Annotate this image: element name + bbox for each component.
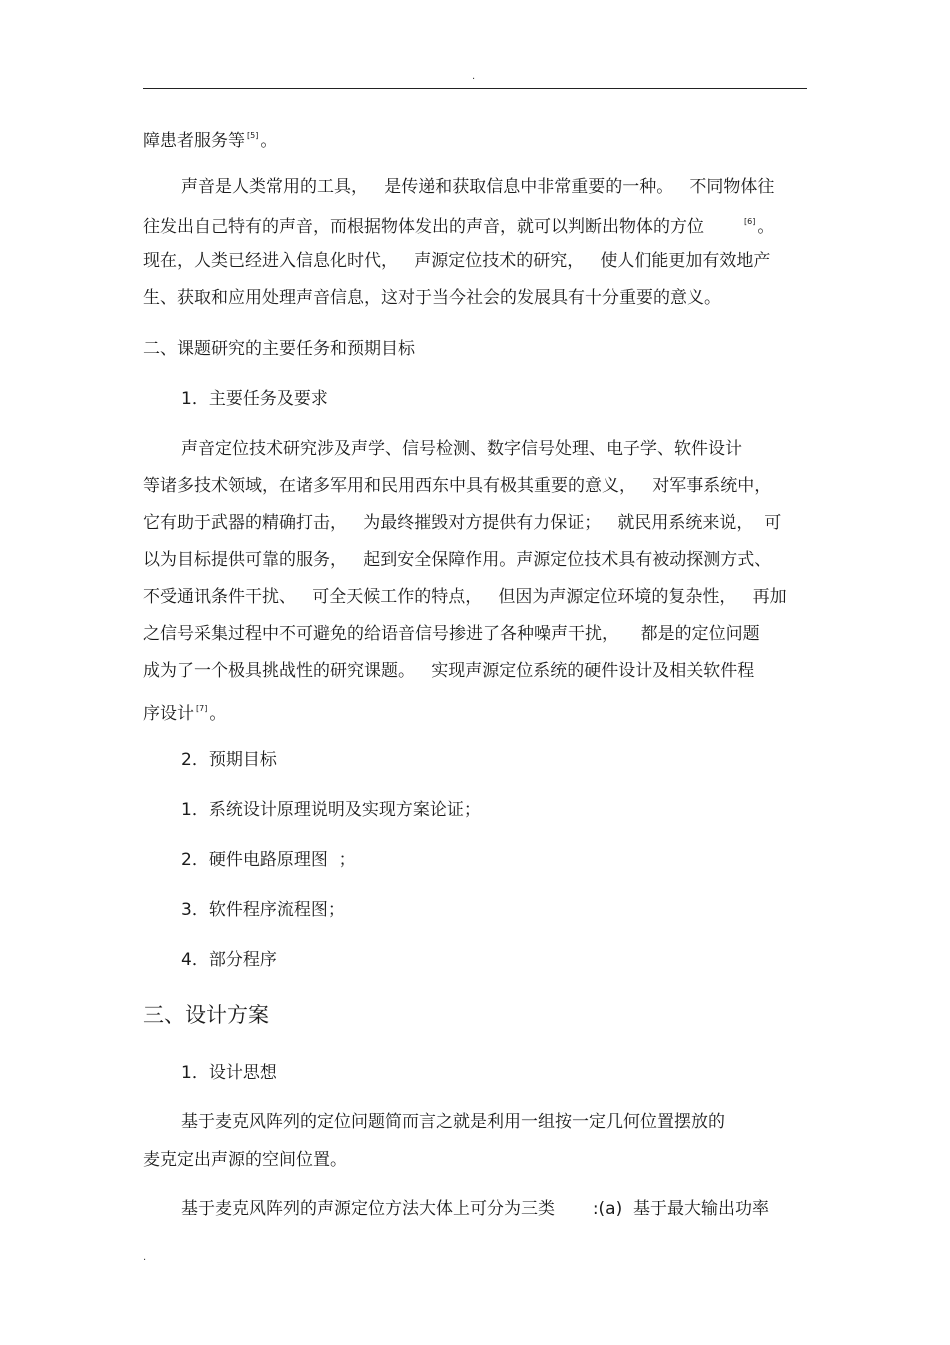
list-item: 1．系统设计原理说明及实现方案论证； bbox=[181, 800, 481, 820]
header-mark: . bbox=[472, 71, 476, 82]
paragraph-line: 现在，人类已经进入信息化时代， 声源定位技术的研究， 使人们能更加有效地产 bbox=[143, 251, 771, 271]
citation: [7] bbox=[196, 704, 208, 713]
paragraph-line: 声音定位技术研究涉及声学、信号检测、数字信号处理、电子学、软件设计 bbox=[181, 439, 742, 459]
list-item: 4．部分程序 bbox=[181, 950, 277, 970]
header-rule bbox=[143, 88, 807, 89]
section-heading: 二、课题研究的主要任务和预期目标 bbox=[143, 339, 415, 359]
citation: [6] bbox=[744, 217, 756, 226]
paragraph-line: 等诸多技术领域，在诸多军用和民用西东中具有极其重要的意义， 对军事系统中， bbox=[143, 476, 772, 496]
paragraph-line: 以为目标提供可靠的服务， 起到安全保障作用。声源定位技术具有被动探测方式、 bbox=[143, 550, 772, 570]
section-heading: 三、设计方案 bbox=[143, 1003, 269, 1027]
paragraph-line: 之信号采集过程中不可避免的给语音信号掺进了各种噪声干扰， 都是的定位问题 bbox=[143, 624, 760, 644]
paragraph-line: 麦克定出声源的空间位置。 bbox=[143, 1150, 347, 1170]
subsection-heading: 2．预期目标 bbox=[181, 750, 277, 770]
paragraph-line: 它有助于武器的精确打击， 为最终摧毁对方提供有力保证； 就民用系统来说， 可 bbox=[143, 513, 782, 533]
list-item: 3．软件程序流程图； bbox=[181, 900, 345, 920]
paragraph-line: 基于麦克风阵列的声源定位方法大体上可分为三类 :(a) 基于最大输出功率 bbox=[181, 1199, 770, 1219]
subsection-heading: 1．主要任务及要求 bbox=[181, 389, 328, 409]
paragraph-line: 往发出自己特有的声音，而根据物体发出的声音，就可以判断出物体的方位 [6] 。 bbox=[143, 217, 775, 237]
paragraph-line: 成为了一个极具挑战性的研究课题。 实现声源定位系统的硬件设计及相关软件程 bbox=[143, 661, 755, 681]
paragraph-line: 障患者服务等 [5] 。 bbox=[143, 131, 278, 151]
paragraph-line: 声音是人类常用的工具， 是传递和获取信息中非常重要的一种。 不同物体往 bbox=[181, 177, 775, 197]
list-item: 2．硬件电路原理图 ； bbox=[181, 850, 356, 870]
paragraph-line: 不受通讯条件干扰、 可全天候工作的特点， 但因为声源定位环境的复杂性， 再加 bbox=[143, 587, 787, 607]
paragraph-line: 基于麦克风阵列的定位问题简而言之就是利用一组按一定几何位置摆放的 bbox=[181, 1112, 725, 1132]
paragraph-line: 生、获取和应用处理声音信息，这对于当今社会的发展具有十分重要的意义。 bbox=[143, 288, 721, 308]
footer-mark: . bbox=[143, 1252, 147, 1263]
subsection-heading: 1．设计思想 bbox=[181, 1063, 277, 1083]
citation: [5] bbox=[247, 131, 259, 140]
paragraph-line: 序设计 [7] 。 bbox=[143, 704, 227, 724]
